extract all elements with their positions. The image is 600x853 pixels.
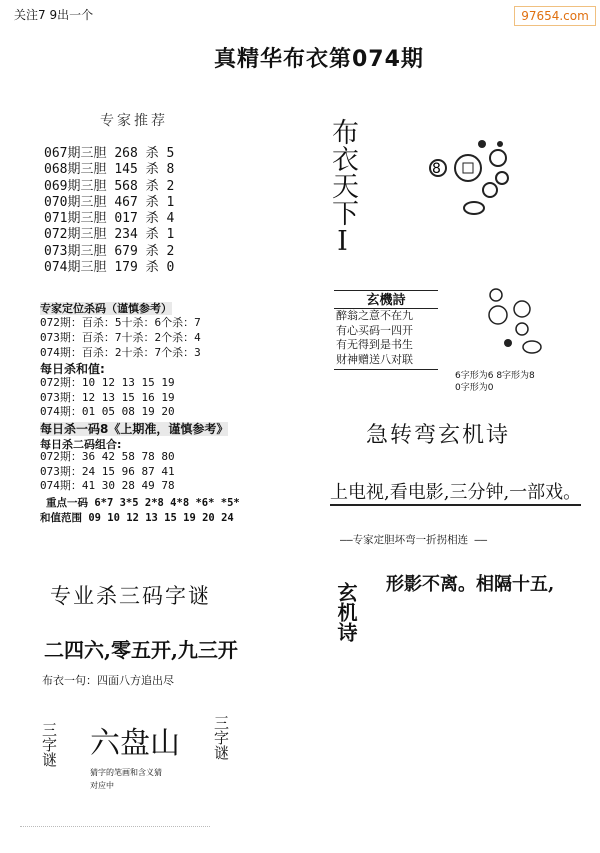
riddle-left-label: 三字谜 <box>40 722 58 767</box>
riddle-sub: 布衣一句：四面八方追出尽 <box>42 674 174 687</box>
position-kill-row: 072期：百杀：5十杀：6个杀：7 <box>40 316 201 329</box>
position-kill-list <box>40 315 201 360</box>
turn-poem-expert-line: ——专家定胆坏弯一折拐相连 —— <box>340 534 488 546</box>
position-kill-heading: 专家定位杀码（谨慎参考） <box>40 302 172 315</box>
coins-illustration-2 <box>478 285 548 365</box>
daily-sum-row: 072期：10 12 13 15 19 <box>40 376 175 389</box>
svg-text:8: 8 <box>432 161 441 177</box>
poem-line: 财神赠送八对联 <box>336 352 413 366</box>
shape-note: 6字形为6 8字形为8 0字形为0 <box>455 371 535 393</box>
expert-row: 073期三胆 679 杀 2 <box>44 243 175 259</box>
turn-poem-title: 急转弯玄机诗 <box>366 423 511 448</box>
key-kill: 重点一码 6*7 3*5 2*8 4*8 *6* *5* <box>46 497 240 509</box>
riddle-right-label: 三字谜 <box>212 715 230 760</box>
expert-row: 074期三胆 179 杀 0 <box>44 260 175 276</box>
poem-heading: 玄機詩 <box>334 289 438 309</box>
daily-kill-pair-row: 072期：36 42 58 78 80 <box>40 450 175 463</box>
daily-kill-pair-heading: 每日杀二码组合: <box>40 438 122 451</box>
turn-poem-vertical: 玄机诗 <box>334 582 358 642</box>
expert-list <box>44 146 174 276</box>
daily-sum-row: 073期：12 13 15 16 19 <box>40 390 175 404</box>
expert-row: 069期三胆 568 杀 2 <box>44 178 175 194</box>
buyi-vertical: 布衣天下I <box>327 118 358 257</box>
daily-kill-one: 每日杀一码8《上期准，谨慎参考》 <box>40 422 229 436</box>
daily-kill-pair-row: 074期：41 30 28 49 78 <box>40 479 175 492</box>
position-kill-row: 073期：百杀：7十杀：2个杀：4 <box>40 331 201 344</box>
page-title: 真精华布衣第074期 <box>214 47 424 72</box>
coins-illustration <box>420 138 520 228</box>
expert-heading: 专家推荐 <box>100 113 168 129</box>
daily-kill-pair-list <box>40 450 175 494</box>
expert-row: 067期三胆 268 杀 5 <box>44 146 175 161</box>
watermark-badge: 97654.com <box>514 6 596 26</box>
daily-sum-list <box>40 376 175 420</box>
riddle-line: 二四六,零五开,九三开 <box>44 638 238 662</box>
riddle-note-1: 猜字的笔画和含义猜 <box>90 768 162 777</box>
poem-lines <box>334 309 438 367</box>
riddle-center-big: 六盘山 <box>90 726 180 761</box>
expert-row: 068期三胆 145 杀 8 <box>44 162 175 178</box>
poem-line: 醉翁之意不在九 <box>336 309 413 322</box>
poem-box <box>334 290 438 370</box>
bottom-divider <box>20 826 210 827</box>
sum-range: 和值范围 09 10 12 13 15 19 20 24 <box>40 512 234 524</box>
riddle-title: 专业杀三码字谜 <box>50 584 211 608</box>
expert-row: 070期三胆 467 杀 1 <box>44 194 175 210</box>
daily-kill-pair-row: 073期：24 15 96 87 41 <box>40 464 175 478</box>
riddle-note-2: 对应中 <box>90 781 114 790</box>
poem-line: 有无得到是书生 <box>336 338 413 351</box>
daily-sum-row: 074期：01 05 08 19 20 <box>40 405 175 418</box>
position-kill-row: 074期：百杀：2十杀：7个杀：3 <box>40 346 201 359</box>
expert-row: 071期三胆 017 杀 4 <box>44 211 175 227</box>
poem-line: 有心买码一四开 <box>336 323 413 337</box>
daily-sum-heading: 每日杀和值: <box>40 362 105 376</box>
top-left-note: 关注7 9出一个 <box>14 8 94 22</box>
turn-poem-text: 形影不离。相隔十五, <box>386 574 555 595</box>
expert-row: 072期三胆 234 杀 1 <box>44 227 175 243</box>
turn-poem-banner: 上电视,看电影,三分钟,一部戏。 <box>330 478 581 506</box>
